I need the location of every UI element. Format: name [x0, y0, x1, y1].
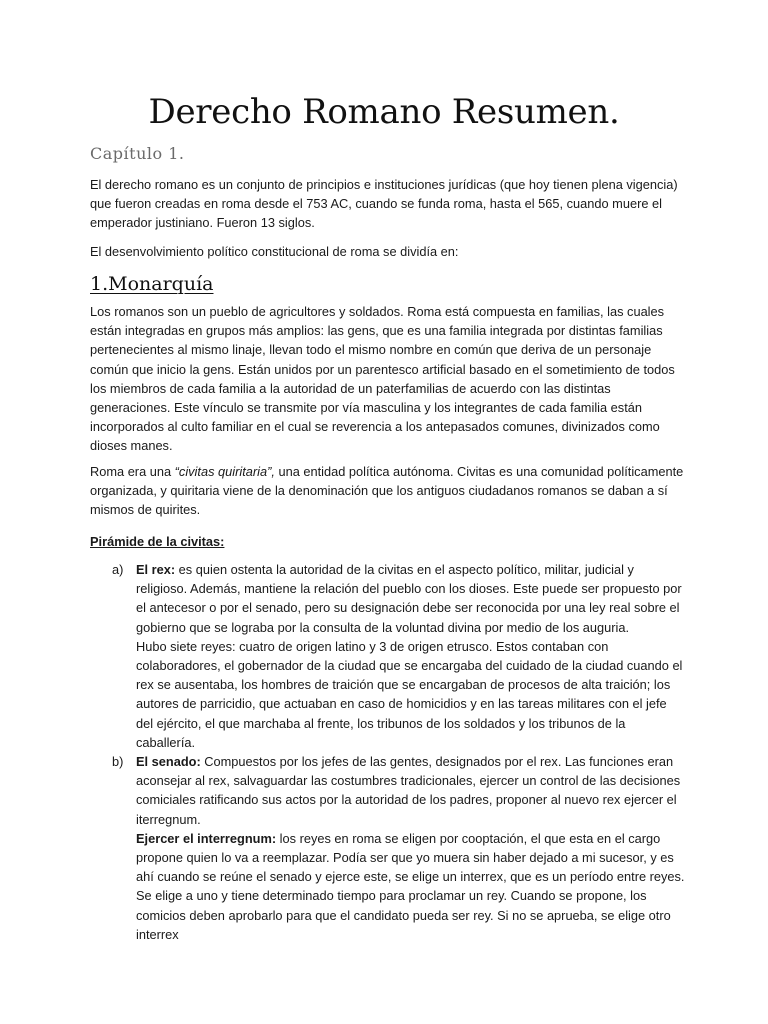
list-text-senado: Compuestos por los jefes de las gentes, designados por el rex. Las funciones eran aconsejar al rex, salvaguardar las costumbres tradicionales, ejercer un control de las decisiones comiciales ratificando sus actos por la autoridad de los padres, proponer al nuevo rex ejercer el iterregnum. [136, 754, 681, 827]
pyramid-heading-line [90, 532, 686, 551]
document-title: Derecho Romano Resumen. [148, 92, 620, 132]
section-heading-monarquia: 1.Monarquía [90, 273, 214, 295]
monarchy-paragraph: Los romanos son un pueblo de agricultores y soldados. Roma está compuesta en familias, las cuales están integradas en grupos más amplios: las gens, que es una familia integrada por distintas familias pertenecientes al mismo linaje, llevan todo el mismo nombre en común que deriva de un personaje común que inicio la gens. Están unidos por un parentesco artificial basado en el sometimiento de todos los miembros de cada familia a la autoridad de un paterfamilias de acuerdo con las distintas generaciones. Este vínculo se transmite por vía masculina y los integrantes de cada familia están incorporados al culto familiar en el cual se reverencia a los antepasados comunes, divinizados como dioses manes. [90, 304, 675, 454]
pyramid-heading: Pirámide de la civitas: [90, 534, 225, 549]
list-term-senado: El senado: [136, 754, 201, 770]
list-item-senado [90, 752, 686, 944]
development-paragraph: El desenvolvimiento político constitucional de roma se dividía en: [90, 244, 459, 259]
intro-paragraph: El derecho romano es un conjunto de principios e instituciones jurídicas (que hoy tienen plena vigencia) que fueron creadas en roma desde el 753 AC, cuando se funda roma, hasta el 565, cuando muere el emperador justiniano. Fueron 13 siglos. [90, 177, 678, 231]
civitas-text-before: Roma era una [90, 464, 175, 479]
civitas-italic-term: “civitas quiritaria”, [174, 464, 275, 479]
list-subterm-interregnum: Ejercer el interregnum: [136, 830, 277, 846]
list-continuation-rex: Hubo siete reyes: cuatro de origen latino y 3 de origen etrusco. Estos contaban con colaboradores, el gobernador de la ciudad que se encargaba del cuidado de la ciudad cuando el rex se ausentaba, los hombres de traición que se encargaban de procesos de alta traición; los autores de parricidio, que actuaban en caso de homicidios y en las tareas militares con el jefe del ejército, el que marchaba al frente, los tribunos de los soldados y los tribunos de la caballería. [136, 638, 683, 750]
list-marker: b) [112, 754, 124, 770]
chapter-heading: Capítulo 1. [90, 144, 185, 163]
list-marker: a) [112, 562, 124, 577]
pyramid-list [90, 560, 686, 944]
list-text-rex: es quien ostenta la autoridad de la civitas en el aspecto político, militar, judicial y religioso. Además, mantiene la relación del pueblo con los dioses. Este puede ser propuesto por el antecesor o por el senado, pero su designación debe ser reconocida por una ley real sobre el gobierno que se lograba por la consulta de la voluntad divina por medio de los auguria. [136, 562, 682, 635]
civitas-paragraph [90, 462, 686, 520]
civitas-text-after: una entidad política autónoma. Civitas es una comunidad políticamente organizada, y quiritaria viene de la denominación que los antiguos ciudadanos romanos se daban a sí mismos de quirites. [90, 464, 684, 518]
list-subtext-interregnum: los reyes en roma se eligen por cooptación, el que esta en el cargo propone quien lo va a reemplazar. Podía ser que yo muera sin haber dejado a mi sucesor, y es ahí cuando se reúne el senado y ejerce este, se elige un interrex, que es un período entre reyes. Se elige a uno y tiene determinado tiempo para proclamar un rey. Cuando se propone, los comicios deben aprobarlo para que el candidato pueda ser rey. Si no se aprueba, se elige otro interrex [136, 830, 685, 942]
list-term-rex: El rex: [136, 562, 176, 577]
list-item-rex [90, 560, 686, 752]
list-subparagraph-interregnum [136, 829, 686, 944]
